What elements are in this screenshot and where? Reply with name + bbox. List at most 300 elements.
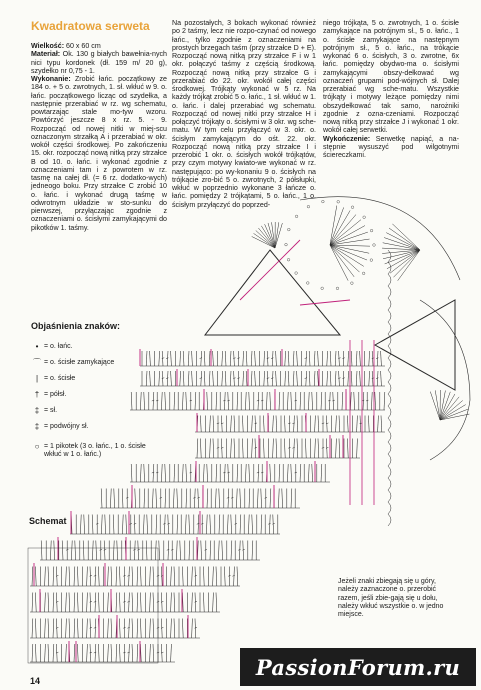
diagram-stroke bbox=[305, 439, 306, 459]
diagram-stroke bbox=[388, 322, 391, 334]
diagram-stroke bbox=[56, 575, 58, 576]
diagram-stroke bbox=[270, 392, 271, 410]
diagram-stroke bbox=[137, 644, 138, 662]
diagram-stroke bbox=[108, 593, 109, 613]
diagram-stroke bbox=[285, 371, 286, 386]
legend-symbol-icon: ⌒ bbox=[33, 358, 41, 367]
diagram-stroke bbox=[305, 358, 307, 359]
flower-fan bbox=[394, 250, 420, 277]
diagram-stroke bbox=[237, 567, 238, 587]
diagram-stroke bbox=[264, 371, 265, 386]
diagram-stroke bbox=[255, 351, 256, 366]
diagram-stroke bbox=[252, 439, 253, 459]
diagram-stroke bbox=[227, 472, 229, 473]
diagram-stroke bbox=[356, 371, 357, 386]
diagram-stroke bbox=[294, 439, 295, 459]
diagram-stroke bbox=[45, 619, 46, 639]
diagram-stroke bbox=[388, 454, 391, 466]
diagram-stroke bbox=[50, 541, 51, 561]
diagram-stroke bbox=[240, 515, 241, 535]
diagram-stroke bbox=[291, 392, 292, 410]
diagram-stroke bbox=[276, 439, 277, 459]
diagram-stroke bbox=[215, 489, 216, 509]
diagram-stroke bbox=[162, 358, 164, 359]
picot bbox=[337, 200, 340, 203]
diagram-stroke bbox=[224, 567, 225, 587]
diagram-stroke bbox=[354, 392, 355, 410]
diagram-stroke bbox=[66, 619, 67, 639]
diagram-stroke bbox=[207, 464, 208, 482]
diagram-stroke bbox=[153, 464, 154, 482]
diagram-stroke bbox=[166, 378, 168, 379]
diagram-stroke bbox=[228, 489, 229, 509]
diagram-stroke bbox=[117, 541, 118, 561]
diagram-stroke bbox=[48, 593, 49, 613]
diagram-stroke bbox=[230, 351, 231, 366]
diagram-stroke bbox=[32, 644, 33, 662]
diagram-stroke bbox=[56, 601, 58, 602]
diagram-stroke bbox=[95, 644, 96, 662]
diagram-stroke bbox=[131, 392, 132, 410]
spec-text: 60 x 60 cm bbox=[64, 42, 101, 50]
diagram-stroke bbox=[174, 593, 175, 613]
diagram-stroke bbox=[230, 371, 231, 386]
diagram-stroke bbox=[294, 416, 295, 433]
diagram-stroke bbox=[252, 541, 253, 561]
diagram-stroke bbox=[90, 601, 92, 602]
spec-label: Wielkość: bbox=[31, 42, 65, 50]
diagram-stroke bbox=[252, 416, 253, 433]
diagram-stroke bbox=[116, 567, 117, 587]
diagram-stroke bbox=[272, 523, 274, 524]
diagram-stroke bbox=[119, 619, 120, 639]
diagram-stroke bbox=[186, 392, 187, 410]
watermark-text: PassionForum.ru bbox=[255, 654, 461, 680]
diagram-stroke bbox=[308, 464, 309, 482]
diagram-stroke bbox=[98, 593, 99, 613]
diagram-stroke bbox=[186, 464, 187, 482]
spec-label: Wykonanie: bbox=[31, 75, 71, 83]
diagram-stroke bbox=[369, 351, 370, 366]
diagram-stroke bbox=[134, 523, 136, 524]
diagram-stroke bbox=[153, 567, 154, 587]
diagram-stroke bbox=[132, 619, 133, 639]
diagram-stroke bbox=[127, 627, 129, 628]
diagram-stroke bbox=[279, 392, 280, 410]
diagram-stroke bbox=[363, 392, 364, 410]
diagram-stroke bbox=[297, 351, 298, 366]
diagram-stroke bbox=[377, 351, 378, 366]
diagram-stroke bbox=[388, 490, 391, 502]
diagram-stroke bbox=[210, 439, 211, 459]
diagram-stroke bbox=[137, 567, 138, 587]
diagram-stroke bbox=[108, 644, 109, 662]
diagram-stroke bbox=[270, 464, 271, 482]
diagram-stroke bbox=[45, 644, 46, 662]
diagram-stroke bbox=[338, 358, 340, 359]
diagram-stroke bbox=[143, 515, 144, 535]
picot bbox=[295, 215, 298, 218]
diagram-stroke bbox=[156, 489, 157, 509]
diagram-stroke bbox=[285, 351, 286, 366]
diagram-stroke bbox=[146, 371, 147, 386]
diagram-stroke bbox=[272, 351, 273, 366]
diagram-stroke bbox=[368, 416, 369, 433]
diagram-stroke bbox=[276, 371, 277, 386]
diagram-stroke bbox=[225, 351, 226, 366]
picot bbox=[362, 272, 365, 275]
schema-block bbox=[28, 548, 158, 663]
joining-line bbox=[240, 240, 300, 300]
diagram-stroke bbox=[388, 442, 391, 454]
diagram-stroke bbox=[180, 541, 181, 561]
diagram-stroke bbox=[216, 392, 217, 410]
diagram-stroke bbox=[309, 351, 310, 366]
diagram-stroke bbox=[77, 593, 78, 613]
diagram-stroke bbox=[69, 619, 70, 639]
legend-title: Objaśnienia znaków: bbox=[31, 321, 121, 331]
flower-fan bbox=[389, 228, 420, 250]
diagram-stroke bbox=[203, 464, 204, 482]
diagram-stroke bbox=[231, 541, 232, 561]
diagram-stroke bbox=[182, 464, 183, 482]
picot bbox=[322, 200, 325, 203]
diagram-stroke bbox=[77, 644, 78, 662]
diagram-stroke bbox=[249, 489, 250, 509]
diagram-stroke bbox=[156, 515, 157, 535]
diagram-stroke bbox=[74, 619, 75, 639]
diagram-stroke bbox=[98, 567, 99, 587]
diagram-stroke bbox=[182, 392, 183, 410]
diagram-stroke bbox=[94, 601, 96, 602]
diagram-stroke bbox=[197, 497, 199, 498]
diagram-stroke bbox=[227, 400, 229, 401]
diagram-stroke bbox=[75, 541, 76, 561]
legend-symbol-icon: ○ bbox=[34, 442, 40, 451]
diagram-stroke bbox=[66, 644, 67, 662]
diagram-stroke bbox=[300, 392, 301, 410]
legend-symbol-icon: | bbox=[35, 374, 39, 383]
diagram-stroke bbox=[314, 371, 315, 386]
diagram-stroke bbox=[153, 392, 154, 410]
diagram-stroke bbox=[240, 489, 241, 509]
picot bbox=[363, 216, 366, 219]
diagram-stroke bbox=[185, 515, 186, 535]
diagram-stroke bbox=[388, 406, 391, 418]
diagram-stroke bbox=[111, 644, 112, 662]
diagram-stroke bbox=[71, 541, 72, 561]
diagram-stroke bbox=[32, 593, 33, 613]
diagram-stroke bbox=[292, 447, 294, 448]
diagram-stroke bbox=[213, 567, 214, 587]
diagram-stroke bbox=[210, 416, 211, 433]
diagram-stroke bbox=[234, 416, 235, 433]
outer-arc bbox=[300, 197, 460, 280]
diagram-stroke bbox=[227, 497, 229, 498]
diagram-stroke bbox=[360, 351, 361, 366]
diagram-stroke bbox=[249, 392, 250, 410]
diagram-stroke bbox=[288, 351, 289, 366]
spec-label: Materiał: bbox=[31, 50, 61, 59]
diagram-stroke bbox=[234, 567, 235, 587]
legend-symbol-icon: † bbox=[34, 390, 40, 399]
diagram-stroke bbox=[98, 644, 99, 662]
finishing-text: Serwetkę napiąć, a na-stępnie wysuszyć pod wilgotnymi ściereczkami. bbox=[323, 134, 459, 159]
diagram-stroke bbox=[221, 423, 223, 424]
diagram-stroke bbox=[95, 593, 96, 613]
legend-symbol-icon: • bbox=[35, 342, 39, 351]
diagram-stroke bbox=[48, 644, 49, 662]
diagram-stroke bbox=[197, 523, 199, 524]
diagram-stroke bbox=[306, 371, 307, 386]
diagram-stroke bbox=[159, 351, 160, 366]
diagram-stroke bbox=[258, 464, 259, 482]
spec-text: Zrobić łańc. początkowy ze 184 o. + 5 o. zwrotnych, 1. sł. wkłuć w 9. o. łańc. początkowego licząc od szydełka, a następnie przerabiać w rz. wg schematu, powtarzając stale mo-tyw wzoru. Powtórzyć jeszcze 8 x rz. 5. - 9. Rozpocząć od nowej nitki w miej-scu oznaczonym strzałką A i przerabiać w okr. wokół części środkowej. Po zakończeniu 15. okr. rozpocząć nową nitką przy strzałce B od 10. o. łańc. i wykonać zgodnie z oznaczeniami tam i z powrotem w rz. tasmę na całej dł. (= 6 rz. dodatko-wych) jedneogo boku. Przy strzałce C zrobić 10 o. łańc. i wykonać drugą taśmę w odwrotnym układzie w sto-sunku do pierwszej, przyłączając zgodnie z oznaczeniami o. ścisłymi zamykającymi do pikotków 1. taśmy. bbox=[31, 75, 167, 232]
diagram-stroke bbox=[222, 371, 223, 386]
diagram-stroke bbox=[137, 619, 138, 639]
diagram-stroke bbox=[223, 400, 225, 401]
diagram-stroke bbox=[69, 567, 70, 587]
diagram-stroke bbox=[153, 619, 154, 639]
diagram-stroke bbox=[180, 351, 181, 366]
diagram-stroke bbox=[248, 515, 249, 535]
diagram-stroke bbox=[153, 644, 154, 662]
diagram-stroke bbox=[242, 416, 243, 433]
diagram-stroke bbox=[219, 489, 220, 509]
diagram-stroke bbox=[375, 392, 376, 410]
picot bbox=[373, 244, 376, 247]
diagram-stroke bbox=[267, 378, 269, 379]
diagram-stroke bbox=[257, 400, 259, 401]
diagram-stroke bbox=[376, 378, 378, 379]
diagram-stroke bbox=[326, 447, 328, 448]
diagram-stroke bbox=[231, 439, 232, 459]
picot bbox=[370, 259, 373, 262]
instructions-paragraph-3: niego trójkąta, 5 o. zwrotnych, 1 o. ścisłe zamykające na potrójnym sł., 5 o. łańc., 1 o. ścisłe zamykające na następnym potrójnym sł., 5 o. łańc., na trókącie wykonać 6 o. ścisłych, 3 o. zwrotne, 6x łańc. pomiędzy obydwo-ma o. ścisłymi zamykającymi obszy-dełkować wg oznaczeń grupami pod-wójnych sł. Dalej przerabiać wg sche-matu. Wszystkie trójkąty i motywy leżące pomiędzy nimi obszydełkować tak samo, narożniki zgodnie z ozna-czeniami. Rozpocząć nową nitką przy strzałce J i wykonać 1 okr. wokół całej serwetki. bbox=[323, 19, 459, 135]
flower-fan bbox=[386, 233, 420, 250]
finishing-label: Wykończenie: bbox=[323, 134, 371, 143]
diagram-stroke bbox=[255, 371, 256, 386]
flower-fan bbox=[392, 224, 420, 250]
diagram-stroke bbox=[53, 567, 54, 587]
diagram-stroke bbox=[66, 567, 67, 587]
diagram-stroke bbox=[135, 489, 136, 509]
diagram-stroke bbox=[174, 567, 175, 587]
diagram-stroke bbox=[146, 541, 147, 561]
diagram-stroke bbox=[201, 371, 202, 386]
diagram-stroke bbox=[150, 593, 151, 613]
diagram-stroke bbox=[111, 567, 112, 587]
flower-fan bbox=[256, 230, 275, 248]
diagram-stroke bbox=[87, 619, 88, 639]
flower-fan bbox=[430, 392, 440, 420]
diagram-stroke bbox=[168, 541, 169, 561]
diagram-stroke bbox=[134, 541, 135, 561]
diagram-stroke bbox=[245, 464, 246, 482]
diagram-stroke bbox=[271, 378, 273, 379]
diagram-stroke bbox=[388, 274, 391, 286]
diagram-stroke bbox=[95, 567, 96, 587]
diagram-stroke bbox=[221, 447, 223, 448]
diagram-stroke bbox=[225, 371, 226, 386]
diagram-stroke bbox=[209, 351, 210, 366]
diagram-stroke bbox=[140, 619, 141, 639]
diagram-stroke bbox=[94, 652, 96, 653]
diagram-stroke bbox=[263, 416, 264, 433]
diagram-stroke bbox=[140, 644, 141, 662]
diagram-stroke bbox=[210, 541, 211, 561]
diagram-stroke bbox=[87, 593, 88, 613]
diagram-stroke bbox=[171, 619, 172, 639]
diagram-stroke bbox=[268, 523, 270, 524]
diagram-stroke bbox=[200, 416, 201, 433]
flower-fan bbox=[330, 226, 365, 245]
triangle-motif bbox=[205, 250, 340, 335]
diagram-stroke bbox=[53, 619, 54, 639]
diagram-stroke bbox=[127, 601, 129, 602]
flower-fan bbox=[275, 222, 279, 248]
diagram-stroke bbox=[330, 371, 331, 386]
diagram-stroke bbox=[292, 423, 294, 424]
diagram-stroke bbox=[213, 416, 214, 433]
diagram-stroke bbox=[177, 515, 178, 535]
diagram-stroke bbox=[300, 464, 301, 482]
diagram-stroke bbox=[87, 567, 88, 587]
diagram-stroke bbox=[213, 351, 214, 366]
diagram-stroke bbox=[74, 644, 75, 662]
diagram-stroke bbox=[197, 439, 198, 459]
legend-symbol-icon: ‡ bbox=[34, 406, 40, 415]
diagram-stroke bbox=[129, 644, 130, 662]
diagram-stroke bbox=[327, 351, 328, 366]
diagram-stroke bbox=[305, 378, 307, 379]
diagram-stroke bbox=[195, 627, 197, 628]
diagram-stroke bbox=[201, 351, 202, 366]
diagram-stroke bbox=[369, 371, 370, 386]
diagram-stroke bbox=[171, 644, 172, 662]
diagram-stroke bbox=[326, 423, 328, 424]
diagram-stroke bbox=[104, 549, 106, 550]
diagram-stroke bbox=[80, 515, 81, 535]
diagram-stroke bbox=[245, 392, 246, 410]
diagram-stroke bbox=[336, 416, 337, 433]
diagram-stroke bbox=[388, 286, 391, 298]
diagram-stroke bbox=[155, 541, 156, 561]
diagram-stroke bbox=[273, 416, 274, 433]
diagram-stroke bbox=[119, 593, 120, 613]
diagram-stroke bbox=[342, 392, 343, 410]
diagram-stroke bbox=[195, 601, 197, 602]
diagram-stroke bbox=[152, 489, 153, 509]
diagram-stroke bbox=[132, 567, 133, 587]
diagram-stroke bbox=[272, 371, 273, 386]
diagram-stroke bbox=[140, 464, 141, 482]
diagram-stroke bbox=[66, 593, 67, 613]
diagram-stroke bbox=[192, 351, 193, 366]
diagram-stroke bbox=[297, 371, 298, 386]
legend-label: = podwójny sł. bbox=[44, 423, 89, 430]
diagram-stroke bbox=[231, 416, 232, 433]
diagram-stroke bbox=[318, 371, 319, 386]
picot bbox=[285, 243, 288, 246]
diagram-stroke bbox=[192, 593, 193, 613]
diagram-stroke bbox=[231, 515, 232, 535]
diagram-stroke bbox=[153, 593, 154, 613]
diagram-stroke bbox=[381, 351, 382, 366]
diagram-stroke bbox=[173, 489, 174, 509]
diagram-stroke bbox=[144, 489, 145, 509]
diagram-stroke bbox=[206, 515, 207, 535]
diagram-stroke bbox=[150, 619, 151, 639]
diagram-stroke bbox=[293, 371, 294, 386]
diagram-stroke bbox=[207, 489, 208, 509]
diagram-stroke bbox=[246, 371, 247, 386]
picot bbox=[295, 272, 298, 275]
diagram-stroke bbox=[92, 515, 93, 535]
diagram-stroke bbox=[161, 652, 163, 653]
diagram-stroke bbox=[270, 489, 271, 509]
diagram-stroke bbox=[351, 371, 352, 386]
diagram-stroke bbox=[189, 541, 190, 561]
diagram-stroke bbox=[269, 515, 270, 535]
diagram-stroke bbox=[90, 575, 92, 576]
diagram-stroke bbox=[388, 382, 391, 394]
diagram-stroke bbox=[284, 416, 285, 433]
flower-fan bbox=[275, 223, 282, 248]
diagram-stroke bbox=[255, 423, 257, 424]
diagram-stroke bbox=[223, 472, 225, 473]
diagram-stroke bbox=[327, 371, 328, 386]
diagram-stroke bbox=[376, 358, 378, 359]
picot bbox=[287, 258, 290, 261]
diagram-stroke bbox=[388, 478, 391, 490]
diagram-stroke bbox=[257, 489, 258, 509]
diagram-stroke bbox=[183, 351, 184, 366]
diagram-stroke bbox=[258, 392, 259, 410]
diagram-stroke bbox=[159, 541, 160, 561]
diagram-stroke bbox=[388, 298, 391, 310]
diagram-stroke bbox=[161, 601, 163, 602]
diagram-stroke bbox=[189, 515, 190, 535]
diagram-stroke bbox=[62, 541, 63, 561]
diagram-stroke bbox=[255, 447, 257, 448]
picot bbox=[351, 282, 354, 285]
diagram-stroke bbox=[381, 416, 382, 433]
diagram-stroke bbox=[195, 392, 196, 410]
diagram-stroke bbox=[69, 593, 70, 613]
diagram-stroke bbox=[164, 515, 165, 535]
picot bbox=[321, 287, 324, 290]
joining-line bbox=[300, 300, 350, 305]
diagram-stroke bbox=[94, 575, 96, 576]
diagram-stroke bbox=[174, 619, 175, 639]
diagram-stroke bbox=[246, 351, 247, 366]
flower-fan bbox=[330, 245, 359, 272]
diagram-stroke bbox=[171, 593, 172, 613]
diagram-stroke bbox=[347, 439, 348, 459]
diagram-stroke bbox=[388, 358, 391, 370]
diagram-stroke bbox=[111, 619, 112, 639]
diagram-stroke bbox=[312, 464, 313, 482]
diagram-stroke bbox=[165, 392, 166, 410]
diagram-stroke bbox=[312, 392, 313, 410]
diagram-stroke bbox=[261, 515, 262, 535]
diagram-stroke bbox=[336, 439, 337, 459]
diagram-stroke bbox=[127, 575, 129, 576]
diagram-stroke bbox=[192, 619, 193, 639]
diagram-stroke bbox=[236, 489, 237, 509]
diagram-stroke bbox=[200, 439, 201, 459]
